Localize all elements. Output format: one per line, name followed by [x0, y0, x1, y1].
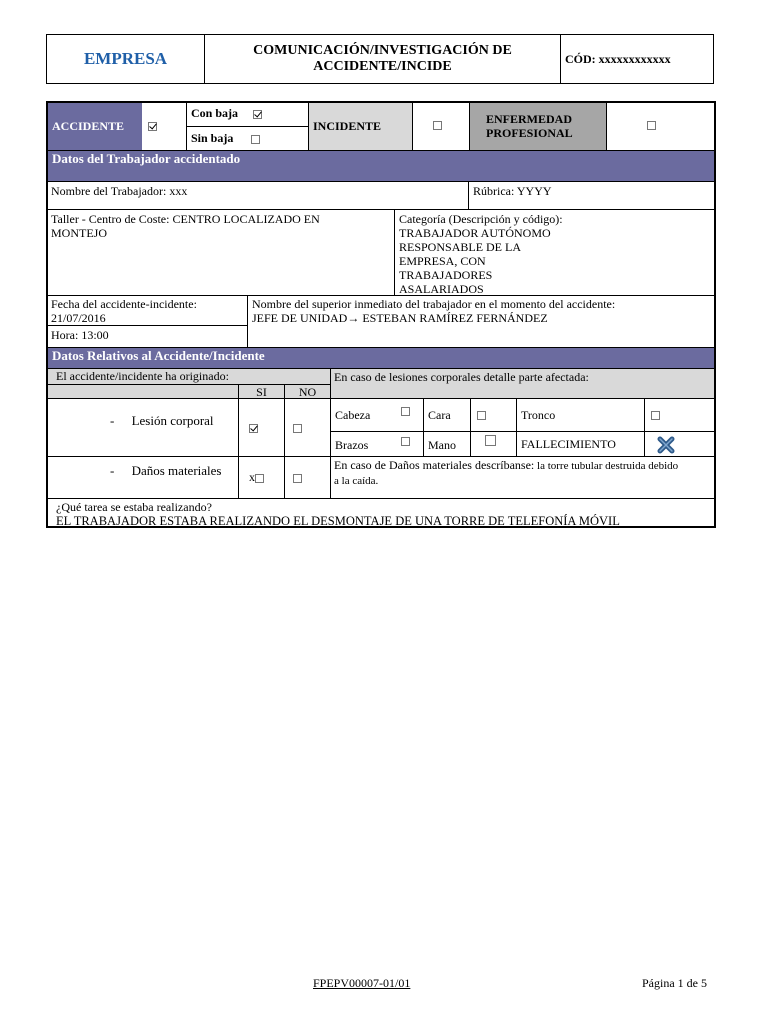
part-tronco: Tronco	[516, 398, 644, 431]
part-mano: Mano	[423, 431, 470, 456]
worker-category: Categoría (Descripción y código): TRABAJADOR AUTÓNOMO RESPONSABLE DE LA EMPRESA, CON TRABAJADORES ASALARIADOS	[394, 209, 714, 295]
worker-name: Nombre del Trabajador: xxx	[48, 181, 468, 209]
danos-si-cell	[238, 456, 284, 498]
supervisor: Nombre del superior inmediato del trabajador en el momento del accidente: JEFE DE UNIDAD→ ESTEBAN RAMÍREZ FERNÁNDEZ	[247, 295, 714, 347]
task-cell: ¿Qué tarea se estaba realizando? EL TRABAJADOR ESTABA REALIZANDO EL DESMONTAJE DE UNA TORRE DE TELEFONÍA MÓVIL	[48, 498, 714, 526]
cara-check-cell	[470, 398, 516, 431]
footer-page: Página 1 de 5	[642, 976, 707, 990]
danos-si-checkbox[interactable]	[255, 474, 264, 483]
con-baja-checkbox[interactable]	[253, 110, 262, 119]
accidente-check-cell	[142, 103, 186, 150]
x-mark-icon	[657, 436, 675, 454]
incidente-check-cell	[412, 103, 469, 150]
accident-date: Fecha del accidente-incidente: 21/07/2016	[48, 295, 247, 325]
tronco-check-cell	[644, 398, 714, 431]
tronco-checkbox[interactable]	[651, 411, 660, 420]
company-name: EMPRESA	[47, 35, 205, 83]
danos-label: - Daños materiales	[48, 456, 238, 498]
lesiones-label: En caso de lesiones corporales detalle parte afectada:	[330, 368, 714, 398]
danos-description: En caso de Daños materiales descríbanse: la torre tubular destruida debido a la caída.	[330, 456, 714, 498]
worker-section-title: Datos del Trabajador accidentado	[48, 150, 714, 181]
lesion-label: - Lesión corporal	[48, 398, 238, 456]
no-header: NO	[284, 384, 330, 398]
danos-si-mark: x	[249, 470, 255, 484]
lesion-si-checkbox[interactable]	[249, 424, 258, 433]
part-brazos: Brazos	[330, 431, 423, 456]
danos-no-checkbox[interactable]	[293, 474, 302, 483]
danos-no-cell	[284, 456, 330, 498]
document-code: CÓD: xxxxxxxxxxxx	[565, 51, 671, 66]
cara-checkbox[interactable]	[477, 411, 486, 420]
originado-label: El accidente/incidente ha originado:	[48, 368, 330, 384]
document-header	[46, 34, 714, 84]
enfermedad-checkbox[interactable]	[647, 121, 656, 130]
accident-section-title: Datos Relativos al Accidente/Incidente	[48, 347, 714, 368]
header-blank	[48, 384, 238, 398]
lesion-no-checkbox[interactable]	[293, 424, 302, 433]
worker-signature: Rúbrica: YYYY	[468, 181, 714, 209]
lesion-no-cell	[284, 398, 330, 456]
accident-time: Hora: 13:00	[48, 325, 247, 347]
enfermedad-check-cell	[606, 103, 714, 150]
accidente-label-cell: ACCIDENTE	[48, 103, 142, 150]
incidente-label-cell: INCIDENTE	[308, 103, 412, 150]
mano-check-cell	[470, 431, 516, 456]
part-fallecimiento: FALLECIMIENTO	[516, 431, 644, 456]
footer-code: FPEPV00007-01/01	[313, 976, 411, 990]
lesion-si-cell	[238, 398, 284, 456]
fallecimiento-check-cell[interactable]	[644, 431, 714, 456]
worker-workshop: Taller - Centro de Coste: CENTRO LOCALIZADO EN MONTEJO	[48, 209, 394, 295]
cabeza-checkbox[interactable]	[401, 407, 410, 416]
incidente-checkbox[interactable]	[433, 121, 442, 130]
accident-form	[46, 101, 716, 528]
part-cabeza: Cabeza	[330, 398, 423, 431]
sin-baja-checkbox[interactable]	[251, 135, 260, 144]
accidente-checkbox[interactable]	[148, 122, 157, 131]
part-cara: Cara	[423, 398, 470, 431]
document-title: COMUNICACIÓN/INVESTIGACIÓN DE ACCIDENTE/INCIDE	[205, 35, 561, 83]
arrow-icon: →	[347, 311, 360, 325]
si-header: SI	[238, 384, 284, 398]
con-baja-cell: Con baja	[186, 103, 308, 126]
brazos-checkbox[interactable]	[401, 437, 410, 446]
sin-baja-cell: Sin baja	[186, 126, 308, 150]
mano-checkbox[interactable]	[485, 435, 496, 446]
enfermedad-label-cell: ENFERMEDAD PROFESIONAL	[469, 103, 606, 150]
